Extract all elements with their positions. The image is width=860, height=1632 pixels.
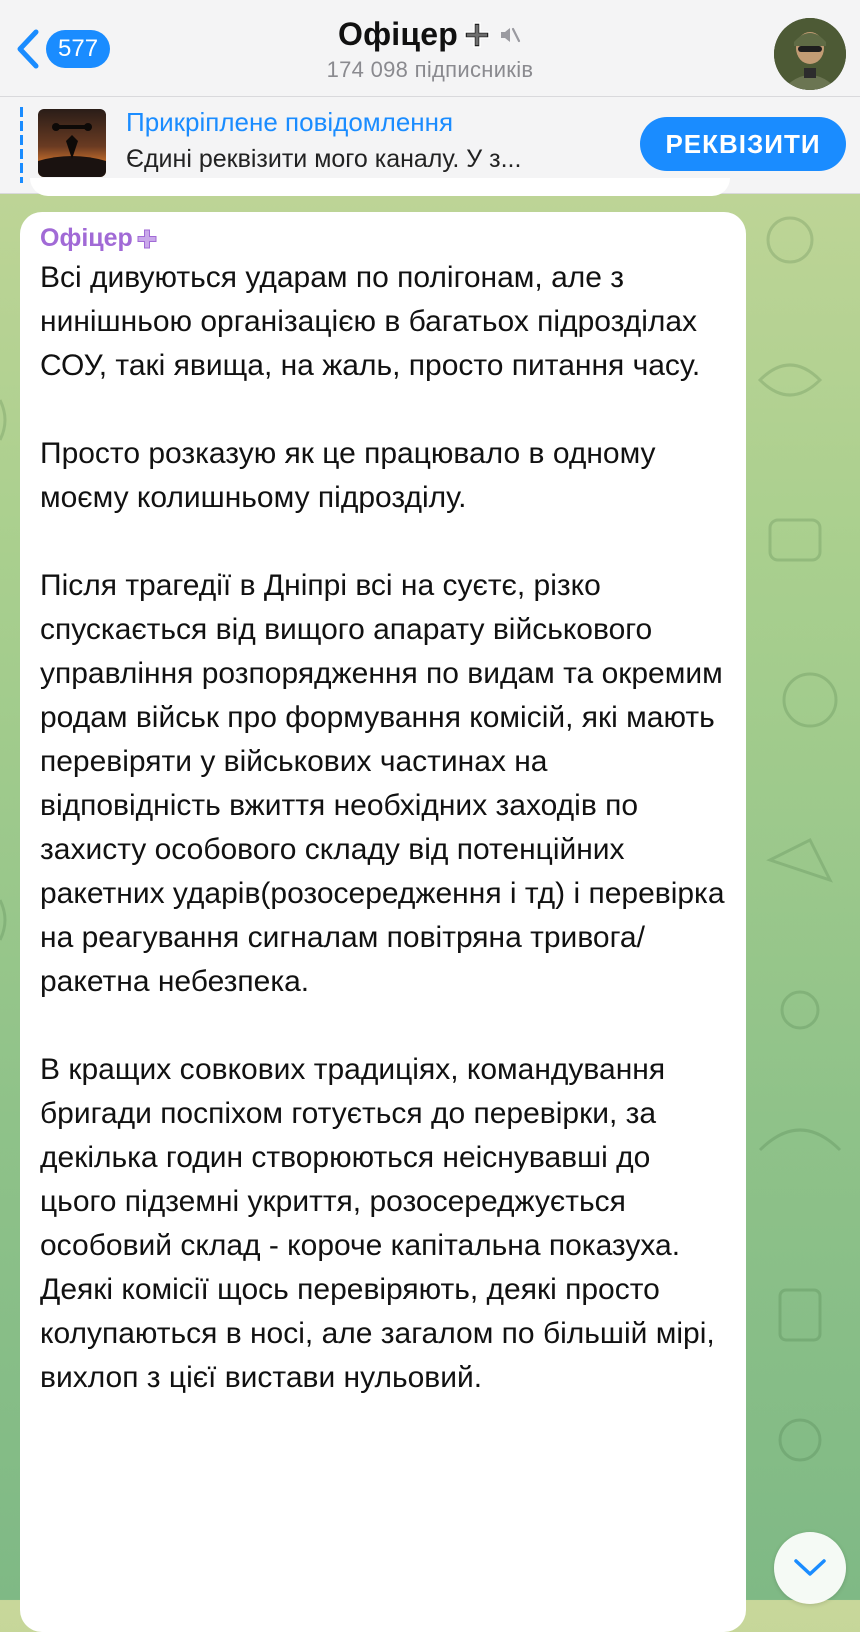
- pinned-title: Прикріплене повідомлення: [126, 107, 454, 137]
- channel-info[interactable]: [0, 16, 860, 83]
- message-sender: [40, 224, 157, 253]
- subscriber-count: 174 098 підписників: [326, 57, 534, 82]
- message-paragraph: В кращих совкових традиціях, командування бригади поспіхом готується до перевірки, за декілька годин створюються неіснувавші до цього підземні укриття, розосереджується особовий склад - короче капітальна показуха. Деякі комісії щось перевіряють, деякі просто колупаються в носі, але загалом по більшій мірі, вихлоп з цієї вистави нульовий.: [40, 1053, 715, 1394]
- mute-icon: [498, 23, 522, 47]
- sender-name: Офіцер: [40, 224, 133, 252]
- pinned-thumbnail: [38, 109, 106, 177]
- cross-icon: [464, 22, 490, 48]
- scroll-down-button[interactable]: [774, 1532, 846, 1604]
- message-paragraph: Після трагедії в Дніпрі всі на суєтє, різко спускається від вищого апарату військового управління розпорядження по видам та окремим родам військ про формування комісій, які мають перевіряти у військових частинах на відповідність вжиття необхідних заходів по захисту особового складу від потенційних ракетних ударів(розосередження і тд) і перевірка на реагування сигналам повітряна тривога/ракетна небезпека.: [40, 569, 725, 998]
- previous-message-bubble: [30, 178, 730, 196]
- avatar[interactable]: [774, 18, 846, 90]
- message-paragraph: Просто розказую як це працювало в одному моєму колишньому підрозділу.: [40, 437, 656, 514]
- avatar-image: [774, 18, 846, 90]
- unread-count-badge: 577: [46, 30, 110, 68]
- message-paragraph: Всі дивуються ударам по полігонам, але з нинішньою організацією в багатьох підрозділах СОУ, такі явища, на жаль, просто питання часу.: [40, 261, 701, 382]
- pinned-indicator: [20, 107, 23, 183]
- requisites-button[interactable]: РЕКВІЗИТИ: [640, 117, 846, 171]
- chat-header: [0, 0, 860, 97]
- cross-icon: [137, 229, 157, 249]
- channel-title: Офіцер: [338, 16, 458, 52]
- chevron-down-icon: [792, 1557, 828, 1579]
- message-bubble[interactable]: [20, 212, 746, 1632]
- message-text: [40, 256, 730, 1444]
- pinned-preview-text: Єдині реквізити мого каналу. У з...: [126, 145, 522, 173]
